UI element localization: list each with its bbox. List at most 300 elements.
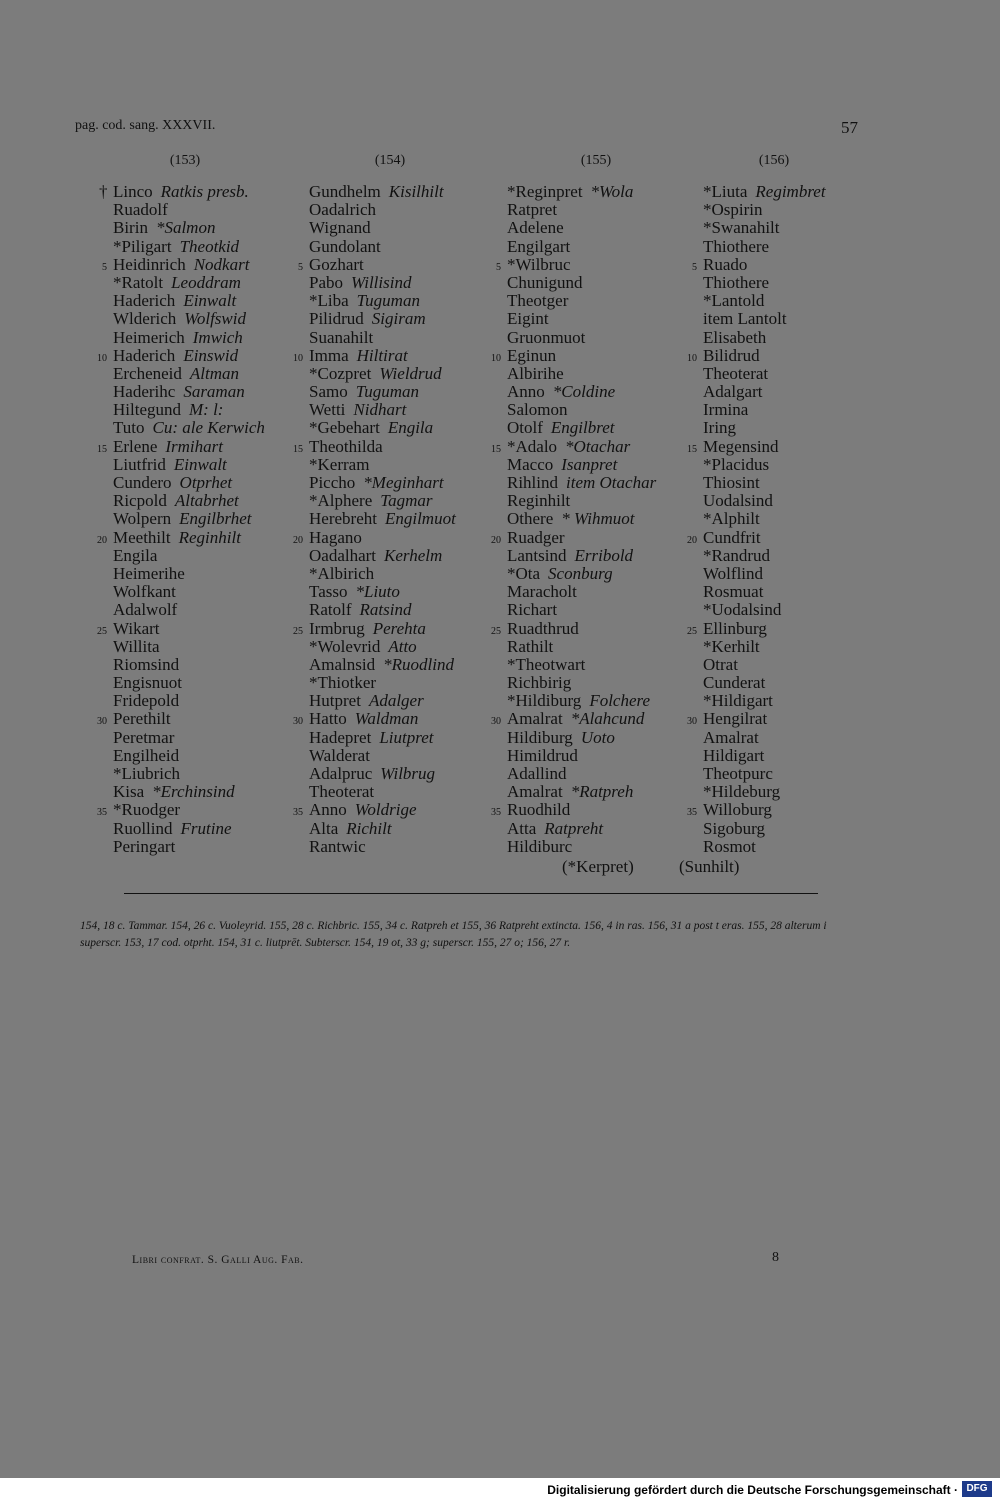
entry-name: *Ratolt [113,272,164,292]
entry-addition: M: l: [189,400,224,420]
column-heading-153: (153) [169,153,201,168]
name-entry [113,383,265,401]
name-entry [507,674,656,692]
name-entry [293,345,456,365]
name-entry [293,527,456,547]
entry-name: Ruadolf [113,200,168,220]
entry-addition: Perehta [372,618,426,638]
entry-name: Hengilrat [703,709,768,729]
entry-name: Hadepret [309,727,372,747]
column-heading-155: (155) [580,153,612,168]
entry-name: Wlderich [113,309,177,329]
name-entry [507,310,656,328]
entry-name: *Alphilt [703,509,760,529]
entry-name: Amalnsid [309,654,376,674]
name-entry [692,254,826,274]
entry-addition: Atto [388,636,417,656]
entry-addition: Ratpreht [544,818,604,838]
entry-name: Hagano [309,527,362,547]
entry-name: Hutpret [309,691,361,711]
line-number: 35 [687,807,697,819]
entry-name: Gruonmuot [507,327,586,347]
entry-addition: Kisilhilt [388,182,444,201]
entry-addition: Einwalt [183,291,237,311]
entry-name: Gozhart [309,254,364,274]
name-entry [687,436,826,456]
name-entry [507,656,656,674]
entry-name: *Piligart [113,236,172,256]
entry-name: Hildigart [703,745,765,765]
name-entry [309,747,456,765]
entry-name: *Ota [507,563,541,583]
entry-name: Richbirig [507,673,572,693]
name-entry [309,292,456,310]
line-number: 35 [293,807,303,819]
entry-addition: Einswid [183,345,239,365]
name-entry [703,820,826,838]
entry-addition: *Alahcund [570,709,645,729]
entry-name: Adalpruc [309,764,373,783]
name-entry [507,274,656,292]
entry-name: Piccho [309,473,356,492]
entry-name: Engisnuot [113,673,182,693]
entry-name: *Lantold [703,291,765,311]
line-number: 30 [97,716,107,728]
line-number: 15 [491,443,501,455]
name-entry [113,783,265,801]
entry-name: Engila [113,545,158,565]
entry-addition: *Wola [590,182,634,201]
entry-name: Heimerihe [113,563,185,583]
name-entry [507,474,656,492]
name-entry [309,838,456,856]
name-entry [113,365,265,383]
name-entry [703,492,826,510]
name-entry [703,329,826,347]
name-entry [687,618,826,638]
entry-name: Otolf [507,418,543,438]
name-entry [102,254,265,274]
name-entry [491,800,656,820]
name-entry [97,436,265,456]
name-entry [703,765,826,783]
name-entry [507,183,656,201]
name-entry [491,709,656,729]
entry-name: Engilgart [507,236,571,256]
name-entry [113,565,265,583]
name-entry [687,800,826,820]
entry-name: Herebreht [309,509,377,529]
entry-name: Lantsind [507,545,567,565]
line-number: 15 [687,443,697,455]
entry-addition: *Ruodlind [383,654,454,674]
entry-name: Theotpurc [703,764,773,783]
name-entry [703,747,826,765]
name-entry [97,709,265,729]
name-entry [703,456,826,474]
entry-name: Walderat [309,745,370,765]
line-number: 15 [293,443,303,455]
page-number: 57 [841,118,858,137]
signature-mark: 8 [772,1250,779,1265]
line-number: 15 [97,443,107,455]
name-entry [507,565,656,583]
entry-name: Erlene [113,436,158,456]
line-number: 30 [491,716,501,728]
name-entry [507,419,656,437]
entry-name: Tasso [309,582,348,602]
entry-name: Hatto [309,709,347,729]
entry-name: Adallind [507,764,567,783]
entry-name: *Wolevrid [309,636,381,656]
column-156-addendum: (Sunhilt) [679,857,740,876]
entry-name: Ruadger [507,527,565,547]
name-column-153 [97,182,265,856]
entry-name: *Wilbruc [507,254,571,274]
name-entry [507,365,656,383]
name-entry [491,436,656,456]
name-entry [507,383,656,401]
line-number: 30 [293,716,303,728]
name-entry [113,674,265,692]
name-entry [703,565,826,583]
entry-name: Pabo [309,272,343,292]
name-entry [703,729,826,747]
name-entry [703,510,826,528]
name-entry [113,219,265,237]
name-entry [309,238,456,256]
name-entry [309,474,456,492]
name-entry [113,419,265,437]
entry-addition: Uoto [580,727,615,747]
entry-addition: Woldrige [354,800,417,820]
entry-name: *Randrud [703,545,771,565]
divider-rule [124,893,818,894]
entry-name: Atta [507,818,537,838]
entry-name: Ruadthrud [507,618,579,638]
entry-name: Amalrat [703,727,759,747]
line-number: 25 [687,625,697,637]
column-155-addendum: (*Kerpret) [562,857,634,876]
entry-name: Irmbrug [309,618,365,638]
entry-name: Eigint [507,309,549,329]
entry-name: *Liubrich [113,764,181,783]
name-entry [703,474,826,492]
entry-name: Gundhelm [309,182,381,201]
name-entry [491,527,656,547]
entry-name: Rathilt [507,636,554,656]
dfg-logo: DFG [962,1481,992,1497]
entry-name: Rosmot [703,836,756,856]
line-number: 5 [102,261,107,273]
entry-name: Kisa [113,782,145,802]
name-entry [703,419,826,437]
entry-name: *Ospirin [703,200,763,220]
name-entry [309,729,456,747]
name-entry [113,238,265,256]
entry-addition: *Meginhart [363,473,444,492]
line-number: 20 [687,534,697,546]
name-entry [309,601,456,619]
name-entry [293,618,456,638]
name-entry [113,329,265,347]
name-column-156 [687,182,826,856]
name-entry [507,638,656,656]
entry-name: *Swanahilt [703,218,780,238]
entry-name: *Uodalsind [703,600,782,620]
entry-name: Oadalhart [309,545,377,565]
entry-name: Heimerich [113,327,185,347]
entry-name: *Kerram [309,454,370,474]
line-number: 25 [293,625,303,637]
name-entry [491,618,656,638]
entry-name: Irmina [703,400,749,420]
entry-name: Rihlind [507,473,559,492]
entry-name: Amalrat [507,709,563,729]
name-entry [703,219,826,237]
entry-name: Haderich [113,345,176,365]
name-entry [703,783,826,801]
entry-name: *Albirich [309,563,375,583]
name-entry [113,292,265,310]
entry-name: Amalrat [507,782,563,802]
funding-credit: Digitalisierung gefördert durch die Deutsche Forschungsgemeinschaft · [547,1483,958,1497]
entry-name: Ruodhild [507,800,571,820]
entry-addition: Sconburg [548,563,613,583]
name-entry [97,800,265,820]
entry-name: *Ruodger [113,800,181,820]
name-entry [113,729,265,747]
line-number: 20 [97,534,107,546]
entry-name: Heidinrich [113,254,186,274]
name-entry [703,674,826,692]
name-entry [703,292,826,310]
entry-name: Richart [507,600,558,620]
entry-name: Wignand [309,218,371,238]
entry-addition: Waldman [354,709,419,729]
entry-name: Thiosint [703,473,760,492]
entry-addition: Liutpret [379,727,434,747]
entry-name: Wolfkant [113,582,176,602]
name-entry [703,183,826,201]
name-entry [507,510,656,528]
entry-name: Wikart [113,618,160,638]
line-number: 5 [298,261,303,273]
name-entry [687,345,826,365]
entry-addition: * Wihmuot [561,509,635,529]
entry-name: Chunigund [507,272,583,292]
column-heading-156: (156) [758,153,790,168]
entry-addition: *Erchinsind [152,782,235,802]
entry-name: Reginhilt [507,491,571,511]
entry-name: Anno [507,382,545,402]
entry-addition: Imwich [192,327,243,347]
name-entry [113,474,265,492]
entry-name: *Theotwart [507,654,586,674]
name-entry [113,601,265,619]
running-header: pag. cod. sang. XXXVII. [75,118,216,133]
entry-addition: Engila [387,418,434,438]
entry-name: Oadalrich [309,200,377,220]
entry-name: Albirihe [507,363,564,383]
name-entry [97,345,265,365]
entry-addition: Otprhet [179,473,233,492]
entry-name: Adelene [507,218,564,238]
entry-addition: Theotkid [179,236,240,256]
entry-name: *Kerhilt [703,636,760,656]
entry-name: *Liba [309,291,349,311]
name-entry [309,201,456,219]
name-entry [113,510,265,528]
entry-name: Ercheneid [113,363,182,383]
name-entry [113,310,265,328]
entry-name: Iring [703,418,737,438]
entry-addition: *Coldine [552,382,616,402]
line-number: 10 [293,352,303,364]
entry-name: *Hildigart [703,691,773,711]
entry-addition: Wilbrug [380,764,436,783]
name-entry [703,310,826,328]
name-entry [309,274,456,292]
entry-name: Ellinburg [703,618,767,638]
entry-name: Linco [113,182,153,201]
name-entry [113,656,265,674]
name-entry [113,747,265,765]
critical-apparatus: 154, 18 c. Tammar. 154, 26 c. Vuoleyrid. 155, 28 c. Richbric. 155, 34 c. Ratpreh et 155, 36 Ratpreht extincta. 156, 4 in ras. 156, 31 a post t eras. 155, 28 alterum i superscr. 153, 17 cod. otprht. 154, 31 c. liutprēt. Subterscr. 154, 19 ot, 33 g; superscr. 155, 27 o; 156, 27 r. [80,920,827,949]
entry-name: Haderihc [113,382,176,402]
entry-name: Wetti [309,400,346,420]
name-entry [309,674,456,692]
name-entry [507,838,656,856]
entry-name: *Reginpret [507,182,583,201]
entry-name: Hildiburg [507,727,573,747]
name-entry [703,401,826,419]
entry-name: Uodalsind [703,491,773,511]
entry-addition: Irmihart [165,436,223,456]
entry-addition: Altman [189,363,240,383]
entry-name: Cunderat [703,673,766,693]
name-entry [309,638,456,656]
entry-name: Theotger [507,291,569,311]
name-entry [309,547,456,565]
column-heading-154: (154) [374,153,406,168]
line-number: 5 [692,261,697,273]
name-entry [113,274,265,292]
line-number: 5 [496,261,501,273]
name-entry [293,800,456,820]
name-entry [703,583,826,601]
name-entry [113,201,265,219]
name-entry [507,692,656,710]
entry-name: Wolflind [703,563,764,583]
name-entry [293,709,456,729]
entry-addition: Wieldrud [379,363,442,383]
entry-addition: Adalger [368,691,424,711]
entry-name: Salomon [507,400,568,420]
entry-name: Perethilt [113,709,171,729]
entry-name: Hiltegund [113,400,181,420]
entry-name: Meethilt [113,527,171,547]
entry-addition: Nodkart [193,254,250,274]
entry-name: Eginun [507,345,557,365]
entry-addition: Richilt [346,818,392,838]
name-entry [309,783,456,801]
name-entry [309,510,456,528]
name-entry [113,638,265,656]
name-entry [97,527,265,547]
name-entry [703,838,826,856]
entry-name: Anno [309,800,347,820]
entry-addition: Willisind [351,272,412,292]
entry-name: Ruollind [113,818,173,838]
name-entry [507,601,656,619]
entry-name: *Cozpret [309,363,372,383]
entry-addition: Regimbret [755,182,826,201]
line-number: 35 [491,807,501,819]
entry-name: Haderich [113,291,176,311]
name-entry [309,692,456,710]
name-entry [113,838,265,856]
entry-addition: Isanpret [561,454,618,474]
entry-addition: Tuguman [356,291,420,311]
name-entry [113,547,265,565]
entry-addition: Frutine [180,818,232,838]
entry-addition: Ratsind [359,600,412,620]
name-entry [507,583,656,601]
entry-name: Gundolant [309,236,381,256]
dagger-mark: † [99,182,108,201]
entry-name: Bilidrud [703,345,760,365]
name-entry [507,292,656,310]
name-entry [113,820,265,838]
entry-name: *Adalo [507,436,558,456]
entry-name: Ricpold [113,491,167,511]
entry-name: Thiothere [703,236,770,256]
name-entry [507,747,656,765]
name-entry [97,618,265,638]
name-entry [507,783,656,801]
entry-name: Ratpret [507,200,558,220]
name-entry [703,656,826,674]
line-number: 10 [687,352,697,364]
entry-addition: Nidhart [353,400,407,420]
name-entry [113,492,265,510]
name-entry [507,547,656,565]
entry-addition: item Otachar [566,473,657,492]
entry-name: Cundero [113,473,172,492]
name-entry [703,201,826,219]
entry-name: Imma [309,345,349,365]
entry-name: Megensind [703,436,779,456]
entry-name: Theoterat [309,782,375,802]
name-entry [309,401,456,419]
entry-addition: *Ratpreh [570,782,634,802]
entry-name: Adalwolf [113,600,178,620]
entry-name: Fridepold [113,691,180,711]
name-entry [507,219,656,237]
name-entry [491,345,656,365]
entry-name: Peringart [113,836,176,856]
name-entry [309,365,456,383]
footer-title: Libri confrat. S. Galli Aug. Fab. [132,1254,304,1266]
entry-addition: Tagmar [380,491,433,511]
entry-name: *Thiotker [309,673,377,693]
name-column-155 [491,182,657,856]
name-entry [687,527,826,547]
entry-name: Alta [309,818,339,838]
name-entry [703,547,826,565]
entry-addition: *Liuto [355,582,400,602]
